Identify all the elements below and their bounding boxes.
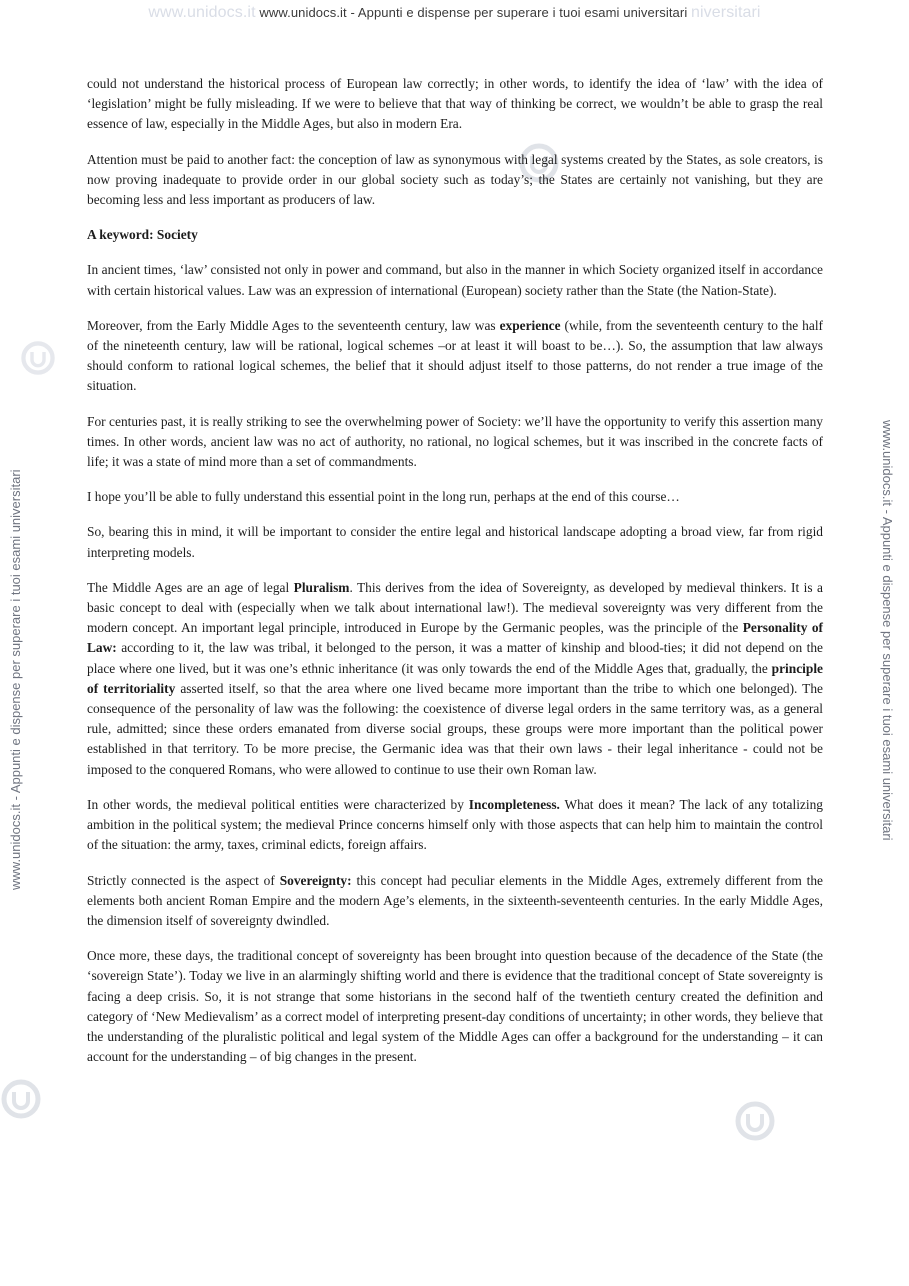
text-run: I hope you’ll be able to fully understand this essential point in the long run, perhaps at the end of this course… <box>87 489 680 505</box>
paragraph <box>87 487 823 507</box>
paragraph <box>87 412 823 473</box>
text-run: Once more, these days, the traditional concept of sovereignty has been brought into question because of the decadence of the State (the ‘sovereign State’). Today we live in an alarmingly shifting world and there is evidence that the traditional concept of State sovereignty is facing a deep crisis. So, it is not strange that some historians in the second half of the twentieth century created the definition and category of ‘New Medievalism’ as a correct model of interpreting present-day conditions of uncertainty; in other words, they believe that the understanding of the pluralistic political and legal system of the Middle Ages can offer a background for the understanding – it can account for the understanding – of big changes in the present. <box>87 948 823 1065</box>
section-heading <box>87 225 823 245</box>
paragraph <box>87 946 823 1067</box>
text-run: according to it, the law was tribal, it belonged to the person, it was a matter of kinship and blood-ties; it did not depend on the place where one lived, but it was one’s ethnic inheritance (it was only towards the end of the Middle Ages that, gradually, the <box>87 640 823 676</box>
text-run: (while, from the seventeenth century to the half of the nineteenth century, law will be rational, logical schemes –or at least it will boast to be…). So, the assumption that law always should conform to rational logical schemes, the belief that it should adjust itself to those patterns, do not render a true image of the situation. <box>87 317 823 394</box>
bold-text: Incompleteness. <box>468 796 560 812</box>
bold-text: Pluralism <box>293 579 350 595</box>
text-run: could not understand the historical process of European law correctly; in other words, to identify the idea of ‘law’ with the idea of ‘legislation’ might be fully misleading. If we were to believe that that way of thinking be correct, we wouldn’t be able to grasp the real essence of law, especially in the Middle Ages, but also in modern Era. <box>87 76 823 132</box>
text-run: Strictly connected is the aspect of <box>87 872 280 888</box>
bold-text: Sovereignty: <box>279 872 352 888</box>
text-run: . This derives from the idea of Sovereignty, as developed by medieval thinkers. It is a basic concept to deal with (especially when we talk about international law!). The medieval sovereignty was very different from the modern concept. An important legal principle, introduced in Europe by the Germanic peoples, was the principle of the <box>87 579 823 636</box>
text-run: What does it mean? The lack of any totalizing ambition in the political system; the medieval Prince concerns himself only with those aspects that can help him to maintain the control of the situation: the army, taxes, criminal edicts, foreign affairs. <box>87 796 823 853</box>
text-run: Attention must be paid to another fact: the conception of law as synonymous with legal systems created by the States, as sole creators, is now proving inadequate to provide order in our global society such as today’s; the States are certainly not vanishing, but they are becoming less and less important as producers of law. <box>87 151 823 208</box>
document-body <box>87 74 823 1082</box>
unidocs-logo-icon <box>734 1100 776 1142</box>
paragraph <box>87 260 823 300</box>
text-run: So, bearing this in mind, it will be important to consider the entire legal and historical landscape adopting a broad view, far from rigid interpreting models. <box>87 524 823 560</box>
paragraph <box>87 871 823 932</box>
bold-text: Personality of Law: <box>87 620 823 656</box>
paragraph <box>87 316 823 397</box>
paragraph <box>87 522 823 562</box>
watermark-ghost-right: niversitari <box>691 4 761 21</box>
bold-text: A keyword: Society <box>87 227 198 243</box>
unidocs-logo-icon <box>20 340 56 376</box>
paragraph <box>87 74 823 135</box>
text-run: For centuries past, it is really striking to see the overwhelming power of Society: we’ll have the opportunity to verify this assertion many times. In other words, ancient law was no act of authority, no rational, no logical schemes, but it was inscribed in the concrete facts of life; it was a state of mind more than a set of commandments. <box>87 413 823 470</box>
side-watermark-left: www.unidocs.it - Appunti e dispense per superare i tuoi esami universitari <box>8 469 23 890</box>
text-run: The Middle Ages are an age of legal <box>87 579 294 595</box>
watermark-text: www.unidocs.it - Appunti e dispense per superare i tuoi esami universitari <box>259 5 688 20</box>
unidocs-logo-icon <box>0 1078 42 1120</box>
watermark-ghost-left: www.unidocs.it <box>148 4 256 21</box>
header-watermark <box>0 4 909 22</box>
paragraph <box>87 795 823 856</box>
bold-text: principle of territoriality <box>87 660 823 696</box>
paragraph <box>87 578 823 780</box>
bold-text: experience <box>499 317 561 333</box>
text-run: Moreover, from the Early Middle Ages to the seventeenth century, law was <box>87 317 500 333</box>
text-run: In other words, the medieval political entities were characterized by <box>87 796 469 812</box>
side-watermark-right: www.unidocs.it - Appunti e dispense per superare i tuoi esami universitari <box>880 420 895 841</box>
text-run: asserted itself, so that the area where one lived became more important than the tribe to which one belonged). The consequence of the personality of law was the following: the coexistence of diverse legal orders in the same territory was, as a general rule, admitted; since these orders emanated from diverse social groups, these groups were more important than the political power established in that territory. To be more precise, the Germanic idea was that their own laws - their legal inheritance - could not be imposed to the conquered Romans, who were allowed to continue to use their own Roman law. <box>87 680 824 777</box>
text-run: this concept had peculiar elements in the Middle Ages, extremely different from the elements both ancient Roman Empire and the modern Age’s elements, in the sixteenth-seventeenth centuries. In the early Middle Ages, the dimension itself of sovereignty dwindled. <box>87 872 823 928</box>
text-run: In ancient times, ‘law’ consisted not only in power and command, but also in the manner in which Society organized itself in accordance with certain historical values. Law was an expression of international (European) society rather than the State (the Nation-State). <box>87 262 823 298</box>
paragraph <box>87 150 823 211</box>
